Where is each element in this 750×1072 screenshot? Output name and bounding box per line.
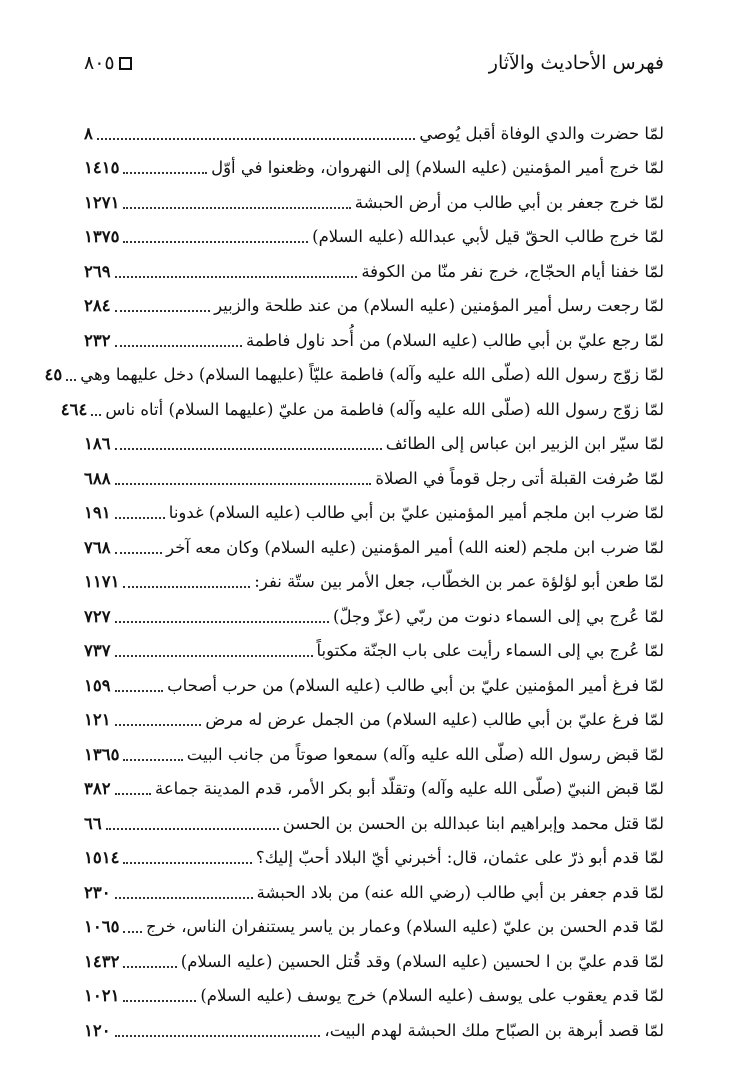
page-box-icon: [119, 57, 132, 70]
entry-reference-number: ٢٣٢: [84, 330, 111, 350]
index-entry: [44, 358, 664, 393]
dot-leader: [115, 654, 313, 657]
page-number: ٨٠٥: [84, 52, 115, 74]
index-entry: [84, 875, 664, 910]
entry-text: لمّا زوّج رسول الله (صلّى الله عليه وآله) فاطمة عليّاً (عليهما السلام) دخل عليهما وهي: [80, 365, 664, 385]
index-entry: [60, 392, 664, 427]
entry-reference-number: ٧٢٧: [84, 606, 111, 626]
entry-text: لمّا قدم جعفر بن أبي طالب (رضي الله عنه) من بلاد الحبشة: [256, 882, 664, 902]
entry-reference-number: ٢٦٩: [84, 261, 111, 281]
index-entry: [84, 565, 664, 600]
entry-text: لمّا قدم الحسن بن عليّ (عليه السلام) وعمار بن ياسر يستنفران الناس، خرج: [146, 917, 664, 937]
entry-reference-number: ١٠٢١: [84, 986, 120, 1006]
dot-leader: [123, 171, 207, 174]
entry-reference-number: ٨: [84, 123, 93, 143]
index-entry: [84, 151, 664, 186]
index-entry: [84, 737, 664, 772]
dot-leader: [115, 516, 165, 519]
dot-leader: [66, 378, 76, 381]
index-entry: [84, 599, 664, 634]
index-entry: [84, 668, 664, 703]
index-entry: [84, 496, 664, 531]
dot-leader: [123, 861, 251, 864]
dot-leader: [115, 792, 151, 795]
dot-leader: [115, 689, 164, 692]
entry-reference-number: ٢٣٠: [84, 882, 111, 902]
index-entry: [84, 910, 664, 945]
entry-text: لمّا عُرج بي إلى السماء دنوت من ربّي (عزّ وجلّ): [333, 606, 664, 626]
entry-reference-number: ١٢٠: [84, 1020, 111, 1040]
entry-text: لمّا خفنا أيام الحجّاج، خرج نفر منّا من الكوفة: [361, 261, 664, 281]
entry-text: لمّا رجع عليّ بن أبي طالب (عليه السلام) من أُحد ناول فاطمة: [245, 330, 664, 350]
index-entry: [84, 461, 664, 496]
entry-reference-number: ٤٥: [44, 365, 63, 385]
entry-reference-number: ١٢١: [84, 710, 111, 730]
entry-reference-number: ٧٦٨: [84, 537, 111, 557]
index-entry: [84, 634, 664, 669]
entry-text: لمّا ضرب ابن ملجم (لعنه الله) أمير المؤمنين (عليه السلام) وكان معه آخر: [166, 537, 664, 557]
index-list: [44, 116, 664, 1048]
index-entry: [84, 979, 664, 1014]
dot-leader: [115, 344, 242, 347]
entry-reference-number: ١٠٦٥: [84, 917, 120, 937]
dot-leader: [115, 447, 382, 450]
index-entry: [84, 289, 664, 324]
index-entry: [84, 703, 664, 738]
entry-reference-number: ١٤٣٢: [84, 951, 120, 971]
dot-leader: [123, 585, 250, 588]
dot-leader: [115, 723, 202, 726]
entry-text: لمّا سيّر ابن الزبير ابن عباس إلى الطائف: [385, 434, 664, 454]
index-entry: [84, 1013, 664, 1048]
entry-reference-number: ١٨٦: [84, 434, 111, 454]
entry-reference-number: ١٣٦٥: [84, 744, 120, 764]
entry-text: لمّا قتل محمد وإبراهيم ابنا عبدالله بن الحسن بن الحسن: [282, 813, 664, 833]
dot-leader: [115, 896, 253, 899]
dot-leader: [123, 206, 350, 209]
entry-reference-number: ١٤١٥: [84, 158, 120, 178]
entry-reference-number: ١٥٩: [84, 675, 111, 695]
index-entry: [84, 220, 664, 255]
entry-text: لمّا خرج أمير المؤمنين (عليه السلام) إلى النهروان، وظعنوا في أوّل: [211, 158, 664, 178]
entry-reference-number: ٦٨٨: [84, 468, 111, 488]
entry-text: لمّا خرج جعفر بن أبي طالب من أرض الحبشة: [354, 192, 664, 212]
index-entry: [84, 530, 664, 565]
entry-text: لمّا قدم أبو ذرّ على عثمان، قال: أخبرني أيّ البلاد أحبّ إليك؟: [255, 848, 664, 868]
page-number-block: [84, 52, 132, 74]
entry-text: لمّا حضرت والدي الوفاة أقبل يُوصي: [419, 123, 664, 143]
entry-text: لمّا خرج طالب الحقّ قيل لأبي عبدالله (عليه السلام): [312, 227, 664, 247]
entry-text: لمّا قدم يعقوب على يوسف (عليه السلام) خرج يوسف (عليه السلام): [200, 986, 664, 1006]
index-entry: [84, 772, 664, 807]
dot-leader: [123, 930, 142, 933]
dot-leader: [123, 758, 182, 761]
index-entry: [84, 116, 664, 151]
entry-text: لمّا قبض رسول الله (صلّى الله عليه وآله) سمعوا صوتاً من جانب البيت: [186, 744, 664, 764]
entry-text: لمّا فرغ عليّ بن أبي طالب (عليه السلام) من الجمل عرض له مرض: [205, 710, 664, 730]
dot-leader: [115, 551, 163, 554]
entry-text: لمّا زوّج رسول الله (صلّى الله عليه وآله) فاطمة من عليّ (عليهما السلام) أتاه ناس: [105, 399, 664, 419]
dot-leader: [123, 965, 176, 968]
entry-reference-number: ٢٨٤: [84, 296, 111, 316]
dot-leader: [115, 620, 329, 623]
entry-reference-number: ١٩١: [84, 503, 111, 523]
index-entry: [84, 254, 664, 289]
entry-reference-number: ١٥١٤: [84, 848, 120, 868]
entry-reference-number: ١٣٧٥: [84, 227, 120, 247]
entry-text: لمّا ضرب ابن ملجم أمير المؤمنين عليّ بن أبي طالب (عليه السلام) غدونا: [168, 503, 664, 523]
entry-text: لمّا قصد أبرهة بن الصبّاح ملك الحبشة لهدم البيت،: [324, 1020, 664, 1040]
dot-leader: [91, 413, 101, 416]
dot-leader: [115, 275, 358, 278]
entry-reference-number: ٦٦: [84, 813, 102, 833]
entry-text: لمّا قبض النبيّ (صلّى الله عليه وآله) وتقلّد أبو بكر الأمر، قدم المدينة جماعة: [154, 779, 664, 799]
index-entry: [84, 323, 664, 358]
dot-leader: [123, 240, 308, 243]
entry-text: لمّا طعن أبو لؤلؤة عمر بن الخطّاب، جعل الأمر بين ستّة نفر:: [254, 572, 664, 592]
entry-text: لمّا عُرج بي إلى السماء رأيت على باب الجنّة مكتوباً: [316, 641, 664, 661]
entry-text: لمّا قدم عليّ بن ا لحسين (عليه السلام) وقد قُتل الحسين (عليه السلام): [180, 951, 664, 971]
dot-leader: [106, 827, 279, 830]
running-title: فهرس الأحاديث والآثار: [488, 52, 664, 74]
entry-reference-number: ٤٦٤: [60, 399, 88, 419]
page-header: [84, 44, 664, 82]
dot-leader: [97, 137, 415, 140]
index-entry: [84, 841, 664, 876]
entry-text: لمّا فرغ أمير المؤمنين عليّ بن أبي طالب (عليه السلام) من حرب أصحاب: [167, 675, 664, 695]
dot-leader: [115, 1034, 321, 1037]
entry-text: لمّا رجعت رسل أمير المؤمنين (عليه السلام) من عند طلحة والزبير: [214, 296, 664, 316]
entry-reference-number: ١١٧١: [84, 572, 120, 592]
entry-reference-number: ١٢٧١: [84, 192, 120, 212]
entry-reference-number: ٧٣٧: [84, 641, 111, 661]
entry-text: لمّا صُرفت القبلة أتى رجل قوماً في الصلاة: [375, 468, 664, 488]
dot-leader: [115, 309, 210, 312]
index-entry: [84, 185, 664, 220]
index-entry: [84, 427, 664, 462]
dot-leader: [115, 482, 372, 485]
index-entry: [84, 806, 664, 841]
entry-reference-number: ٣٨٢: [84, 779, 111, 799]
index-entry: [84, 944, 664, 979]
dot-leader: [123, 999, 196, 1002]
